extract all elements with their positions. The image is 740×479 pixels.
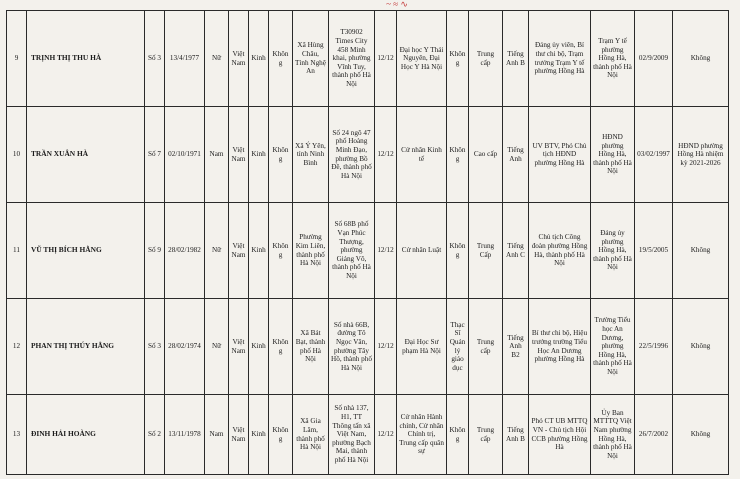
cell-ethnicity: Kinh <box>249 107 269 203</box>
cell-degree: Cử nhân Hành chính, Cử nhân Chính trị, Trung cấp quân sự <box>397 395 447 475</box>
cell-date-of-birth: 13/11/1978 <box>165 395 205 475</box>
cell-ethnicity: Kinh <box>249 395 269 475</box>
cell-foreign-language: Tiếng Anh B2 <box>503 299 529 395</box>
cell-date-of-birth: 28/02/1982 <box>165 203 205 299</box>
cell-ethnicity: Kinh <box>249 203 269 299</box>
cell-stt: 11 <box>7 203 27 299</box>
cell-delegate: Không <box>673 395 729 475</box>
cell-nationality: Việt Nam <box>229 107 249 203</box>
cell-hometown: Phường Kim Liên, thành phố Hà Nội <box>293 203 329 299</box>
cell-full-name: TRỊNH THỊ THU HÀ <box>27 11 145 107</box>
cell-degree: Cử nhân Kinh tế <box>397 107 447 203</box>
cell-stt: 13 <box>7 395 27 475</box>
cell-party-join-date: 26/7/2002 <box>635 395 673 475</box>
cell-residence: Số nhà 137, H1, TT Thông tấn xã Việt Nam, phường Bạch Mai, thành phố Hà Nội <box>329 395 375 475</box>
cell-political-theory: Trung cấp <box>469 11 503 107</box>
cell-ethnicity: Kinh <box>249 11 269 107</box>
cell-book-number: Số 3 <box>145 11 165 107</box>
cell-gender: Nam <box>205 395 229 475</box>
cell-stt: 12 <box>7 299 27 395</box>
cell-religion: Không <box>269 107 293 203</box>
cell-nationality: Việt Nam <box>229 11 249 107</box>
cell-general-education: 12/12 <box>375 299 397 395</box>
cell-political-theory: Cao cấp <box>469 107 503 203</box>
table-row <box>7 299 729 395</box>
cell-delegate: Không <box>673 299 729 395</box>
cell-full-name: VŨ THỊ BÍCH HẰNG <box>27 203 145 299</box>
cell-workplace: Ủy Ban MTTTQ Việt Nam phường Hồng Hà, thành phố Hà Nội <box>591 395 635 475</box>
cell-political-theory: Trung cấp <box>469 299 503 395</box>
cell-foreign-language: Tiếng Anh B <box>503 11 529 107</box>
cell-religion: Không <box>269 203 293 299</box>
cell-general-education: 12/12 <box>375 11 397 107</box>
cell-party-join-date: 19/5/2005 <box>635 203 673 299</box>
cell-foreign-language: Tiếng Anh <box>503 107 529 203</box>
cell-general-education: 12/12 <box>375 107 397 203</box>
cell-date-of-birth: 28/02/1974 <box>165 299 205 395</box>
cell-book-number: Số 7 <box>145 107 165 203</box>
cell-position: Đảng ủy viên, Bí thư chi bộ, Trạm trưởng Trạm Y tế phường Hồng Hà <box>529 11 591 107</box>
cell-date-of-birth: 02/10/1971 <box>165 107 205 203</box>
cell-book-number: Số 2 <box>145 395 165 475</box>
cell-academic-title: Thạc Sĩ Quản lý giáo dục <box>447 299 469 395</box>
cell-workplace: Trường Tiểu học An Dương, phường Hồng Hà, thành phố Hà Nội <box>591 299 635 395</box>
cell-full-name: PHAN THỊ THÚY HẰNG <box>27 299 145 395</box>
cell-nationality: Việt Nam <box>229 395 249 475</box>
cell-stt: 10 <box>7 107 27 203</box>
cell-nationality: Việt Nam <box>229 299 249 395</box>
cell-delegate: HĐND phường Hồng Hà nhiệm kỳ 2021-2026 <box>673 107 729 203</box>
cell-academic-title: Không <box>447 11 469 107</box>
cell-general-education: 12/12 <box>375 395 397 475</box>
cell-residence: T30902 Times City 458 Minh khai, phường Vĩnh Tuy, thành phố Hà Nội <box>329 11 375 107</box>
cell-position: Chủ tịch Công đoàn phường Hồng Hà, thành phố Hà Nội <box>529 203 591 299</box>
cell-religion: Không <box>269 395 293 475</box>
cell-hometown: Xã Ý Yên, tỉnh Ninh Bình <box>293 107 329 203</box>
cell-residence: Số 24 ngõ 47 phố Hoàng Minh Đạo, phường Bồ Đề, thành phố Hà Nội <box>329 107 375 203</box>
cell-workplace: HĐND phường Hồng Hà, thành phố Hà Nội <box>591 107 635 203</box>
cell-workplace: Trạm Y tế phường Hồng Hà, thành phố Hà Nội <box>591 11 635 107</box>
cell-degree: Đại học Y Thái Nguyên, Đại Học Y Hà Nội <box>397 11 447 107</box>
cell-ethnicity: Kinh <box>249 299 269 395</box>
table-row <box>7 107 729 203</box>
red-stamp-fragment: ~ ≈ ∿ <box>386 0 408 9</box>
cell-position: UV BTV, Phó Chủ tịch HĐND phường Hồng Hà <box>529 107 591 203</box>
candidate-table <box>6 10 729 475</box>
cell-book-number: Số 9 <box>145 203 165 299</box>
cell-book-number: Số 3 <box>145 299 165 395</box>
cell-foreign-language: Tiếng Anh C <box>503 203 529 299</box>
cell-gender: Nữ <box>205 203 229 299</box>
cell-degree: Cử nhân Luật <box>397 203 447 299</box>
cell-hometown: Xã Gia Lâm, thành phố Hà Nội <box>293 395 329 475</box>
cell-religion: Không <box>269 11 293 107</box>
cell-hometown: Xã Bát Bạt, thành phố Hà Nội <box>293 299 329 395</box>
table-row <box>7 203 729 299</box>
cell-hometown: Xã Hùng Châu, Tỉnh Nghệ An <box>293 11 329 107</box>
cell-workplace: Đảng ủy phường Hồng Hà, thành phố Hà Nội <box>591 203 635 299</box>
cell-religion: Không <box>269 299 293 395</box>
cell-gender: Nữ <box>205 11 229 107</box>
cell-academic-title: Không <box>447 107 469 203</box>
cell-delegate: Không <box>673 203 729 299</box>
cell-stt: 9 <box>7 11 27 107</box>
cell-gender: Nữ <box>205 299 229 395</box>
cell-full-name: TRẦN XUÂN HÀ <box>27 107 145 203</box>
cell-academic-title: Không <box>447 203 469 299</box>
cell-party-join-date: 02/9/2009 <box>635 11 673 107</box>
cell-full-name: ĐINH HẢI HOÀNG <box>27 395 145 475</box>
cell-delegate: Không <box>673 11 729 107</box>
table-row <box>7 395 729 475</box>
cell-general-education: 12/12 <box>375 203 397 299</box>
cell-foreign-language: Tiếng Anh B <box>503 395 529 475</box>
cell-party-join-date: 03/02/1997 <box>635 107 673 203</box>
cell-political-theory: Trung cấp <box>469 395 503 475</box>
cell-nationality: Việt Nam <box>229 203 249 299</box>
cell-position: Phó CT UB MTTQ VN - Chủ tịch Hội CCB phường Hồng Hà <box>529 395 591 475</box>
cell-academic-title: Không <box>447 395 469 475</box>
cell-residence: Số nhà 66B, đường Tô Ngọc Vân, phường Tây Hồ, thành phố Hà Nội <box>329 299 375 395</box>
cell-degree: Đại Học Sư phạm Hà Nội <box>397 299 447 395</box>
cell-party-join-date: 22/5/1996 <box>635 299 673 395</box>
cell-gender: Nam <box>205 107 229 203</box>
cell-political-theory: Trung Cấp <box>469 203 503 299</box>
cell-position: Bí thư chi bộ, Hiệu trưởng trường Tiểu Học An Dương phường Hồng Hà <box>529 299 591 395</box>
cell-residence: Số 68B phố Vạn Phúc Thượng, phường Giảng Võ, thành phố Hà Nội <box>329 203 375 299</box>
table-row <box>7 11 729 107</box>
cell-date-of-birth: 13/4/1977 <box>165 11 205 107</box>
